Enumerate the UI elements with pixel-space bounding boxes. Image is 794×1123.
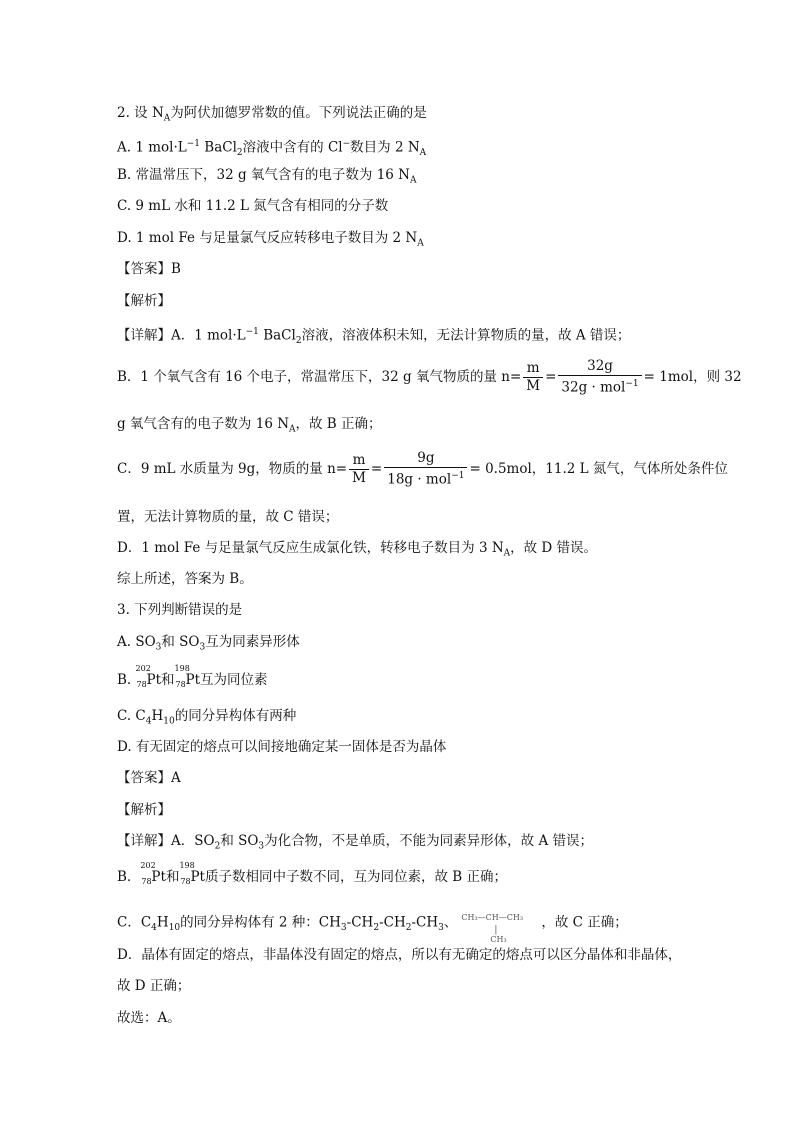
q3-conclusion: 故选：A。 [117,1010,181,1026]
q3-detail-d-line2: 故 D 正确； [117,978,191,994]
q2-analysis-label: 【解析】 [117,293,171,309]
q3-detail-d-line1: D．晶体有固定的熔点，非晶体没有固定的熔点，所以有无确定的熔点可以区分晶体和非晶体， [117,947,682,963]
isotope-pt-198: 198 78 Pt [179,861,205,886]
q2-summary: 综上所述，答案为 B。 [117,571,253,587]
q2-detail-c-line1: C．9 mL 水质量为 9g，物质的量 n= $\frac{m}{M}$ = $\frac{9g}{18g \cdot mol^{-1}}$ = 0.5mol，11.2 L 氮气，气体所处条件位 [117,450,728,488]
q3-stem: 3. 下列判断错误的是 [117,602,243,618]
fraction-32g: $\frac{32g}{32g \cdot mol^{-1}}$ [558,358,641,397]
q2-detail-c-line2: 置，无法计算物质的量，故 C 错误； [117,509,339,525]
fraction-m-over-m: $\frac{m}{M}$ [349,452,369,487]
q3-option-b: B. 202 78 Pt和 198 78 Pt互为同位素 [117,664,268,689]
q2-option-c: C. 9 mL 水和 11.2 L 氮气含有相同的分子数 [117,198,389,214]
q2-option-b: B. 常温常压下，32 g 氧气含有的电子数为 16 $N_A$ [117,167,417,186]
q3-detail-c: C．$C_4H_{10}$的同分异构体有 2 种：$CH_3-CH_2-CH_2-CH_3$、 CH₃—CH—CH₃ | CH₃ ，故 C 正确； [117,908,628,938]
q3-answer: 【答案】A [117,770,181,786]
q2-option-d: D. 1 mol Fe 与足量氯气反应转移电子数目为 2 $N_A$ [117,230,424,249]
q3-option-d: D. 有无固定的熔点可以间接地确定某一固体是否为晶体 [117,739,447,755]
q3-detail-b: B． 202 78 Pt和 198 78 Pt质子数相同中子数不同，互为同位素，故 B 正确； [117,861,507,886]
q2-answer: 【答案】B [117,261,181,277]
q2-detail-b-line1: B．1 个氧气含有 16 个电子，常温常压下，32 g 氧气物质的量 n= $\frac{m}{M}$ = $\frac{32g}{32g \cdot mol^{-1}}$ = 1mol，则 32 [117,358,742,396]
q2-option-a: A. 1 $mol\cdot L^{-1}$ BaCl$_2$溶液中含有的 Cl−数目为 2 $N_A$ [117,139,427,159]
q2-stem: 2. 设 $N_A$为阿伏加德罗常数的值。下列说法正确的是 [117,105,427,124]
isotope-pt-202: 202 78 Pt [135,664,162,689]
isobutane-structure: CH₃—CH—CH₃ | CH₃ [461,913,524,944]
isotope-pt-198: 198 78 Pt [174,664,201,689]
q2-detail-b-line2: g 氧气含有的电子数为 16 $N_A$，故 B 正确； [117,416,382,435]
fraction-m-over-m: $\frac{m}{M}$ [523,360,543,395]
q3-option-c: C. $C_4H_{10}$的同分异构体有两种 [117,708,297,727]
q2-detail-a: 【详解】A．1 $mol\cdot L^{-1}$ BaCl$_2$溶液，溶液体积未知，无法计算物质的量，故 A 错误； [117,327,631,347]
q3-analysis-label: 【解析】 [117,802,171,818]
fraction-9g: $\frac{9g}{18g \cdot mol^{-1}}$ [384,450,467,489]
isotope-pt-202: 202 78 Pt [140,861,166,886]
q2-detail-d: D．1 mol Fe 与足量氯气反应生成氯化铁，转移电子数目为 3 $N_A$，故 D 错误。 [117,540,598,559]
q3-detail-a: 【详解】A．$SO_2$和 $SO_3$为化合物，不是单质，不能为同素异形体，故 A 错误； [117,833,593,852]
q3-option-a: A. $SO_3$和 $SO_3$互为同素异形体 [117,634,300,653]
